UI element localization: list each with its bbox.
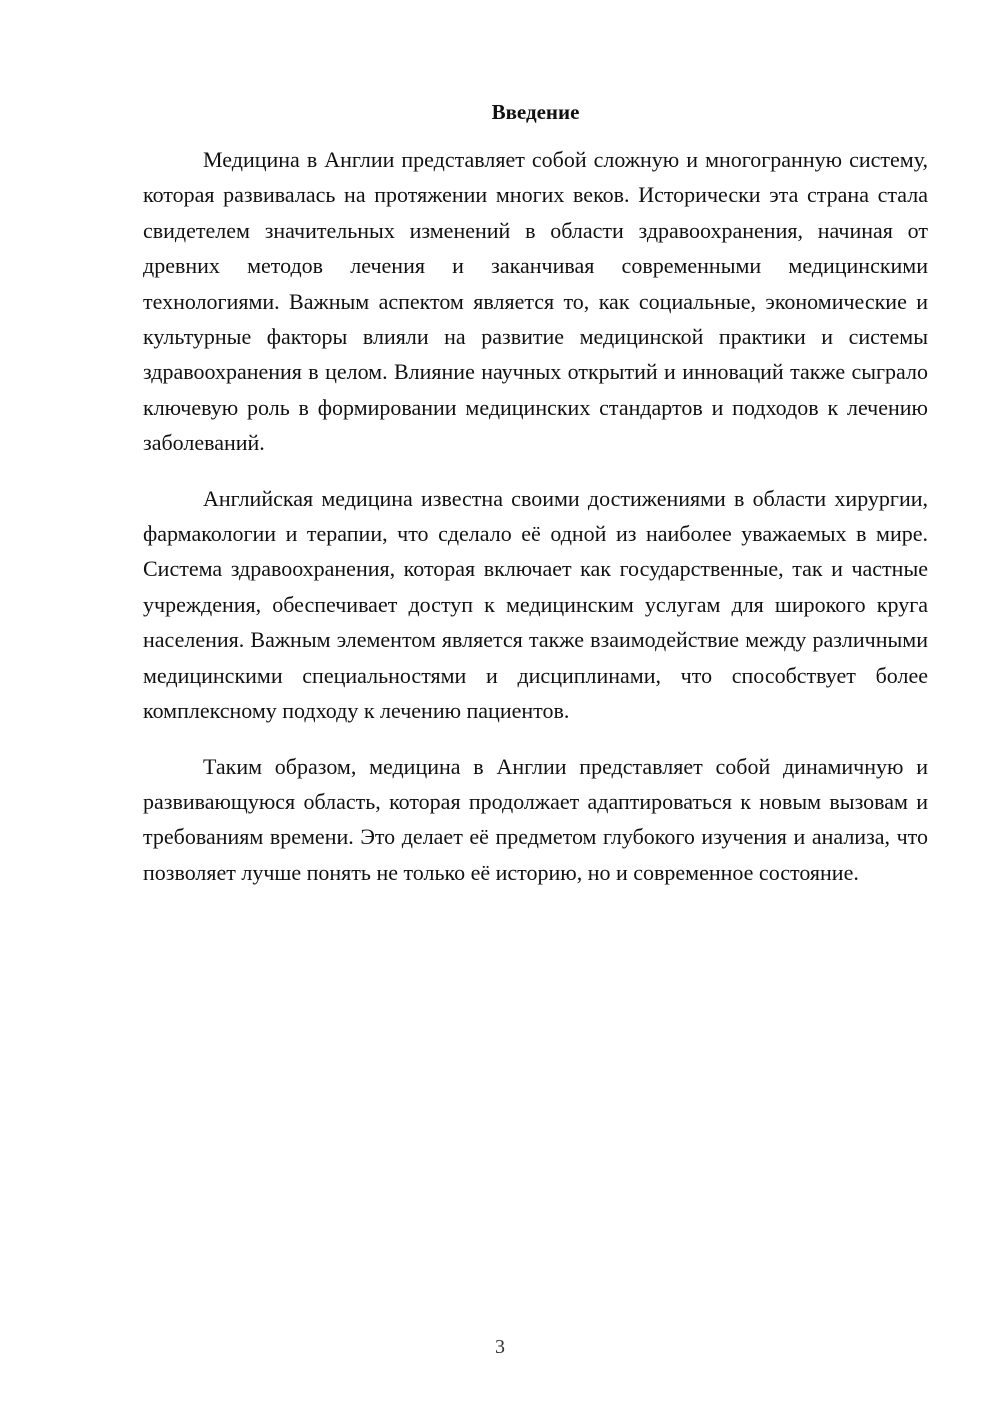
paragraph-2: Английская медицина известна своими достижениями в области хирургии, фармакологии и терапии, что сделало её одной из наиболее уважаемых в мире. Система здравоохранения, которая включает как государственные, так и частные учреждения, обеспечивает доступ к медицинским услугам для широкого круга населения. Важным элементом является также взаимодействие между различными медицинскими специальностями и дисциплинами, что способствует более комплексному подходу к лечению пациентов. (143, 485, 928, 724)
paragraph-1: Медицина в Англии представляет собой сложную и многогранную систему, которая развивалась на протяжении многих веков. Исторически эта страна стала свидетелем значительных изменений в области здравоохранения, начиная от древних методов лечения и заканчивая современными медицинскими технологиями. Важным аспектом является то, как социальные, экономические и культурные факторы влияли на развитие медицинской практики и системы здравоохранения в целом. Влияние научных открытий и инноваций также сыграло ключевую роль в формировании медицинских стандартов и подходов к лечению заболеваний. (143, 147, 928, 456)
page-number: 3 (495, 1336, 505, 1358)
section-heading: Введение (491, 100, 580, 124)
body-text (143, 142, 928, 910)
paragraph-3: Таким образом, медицина в Англии представляет собой динамичную и развивающуюся область, которая продолжает адаптироваться к новым вызовам и требованиям времени. Это делает её предметом глубокого изучения и анализа, что позволяет лучше понять не только её историю, но и современное состояние. (143, 753, 928, 885)
